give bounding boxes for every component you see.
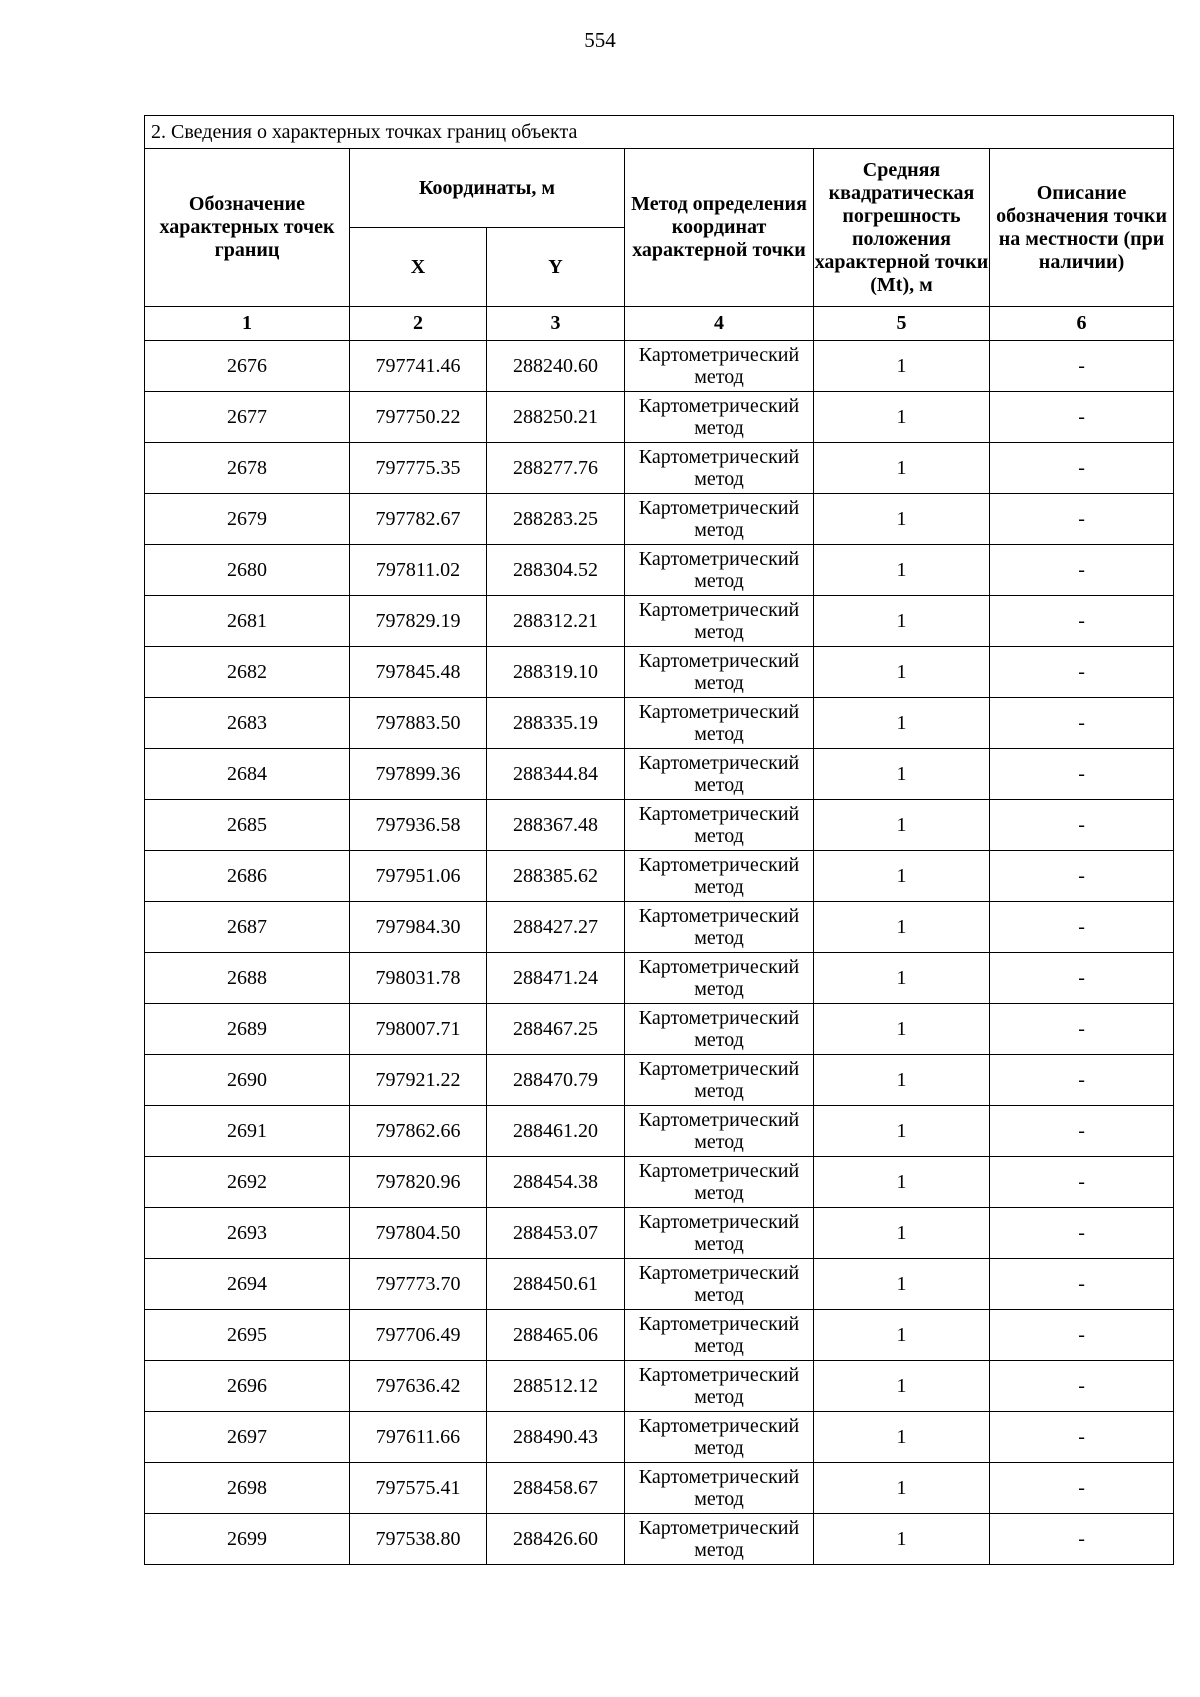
cell-y: 288312.21 xyxy=(487,596,625,647)
cell-x: 797936.58 xyxy=(350,800,487,851)
page-number: 554 xyxy=(584,28,616,52)
cell-point: 2676 xyxy=(145,341,350,392)
cell-method: Картометрический метод xyxy=(625,953,814,1004)
column-number: 5 xyxy=(814,307,990,341)
table-row xyxy=(145,698,1174,749)
cell-method: Картометрический метод xyxy=(625,851,814,902)
cell-y: 288319.10 xyxy=(487,647,625,698)
cell-point: 2687 xyxy=(145,902,350,953)
cell-description: - xyxy=(990,494,1174,545)
cell-x: 797984.30 xyxy=(350,902,487,953)
cell-mt: 1 xyxy=(814,1157,990,1208)
cell-description: - xyxy=(990,1106,1174,1157)
cell-method: Картометрический метод xyxy=(625,494,814,545)
table-row xyxy=(145,392,1174,443)
cell-description: - xyxy=(990,1055,1174,1106)
cell-y: 288461.20 xyxy=(487,1106,625,1157)
cell-mt: 1 xyxy=(814,392,990,443)
cell-point: 2683 xyxy=(145,698,350,749)
cell-point: 2693 xyxy=(145,1208,350,1259)
cell-x: 797706.49 xyxy=(350,1310,487,1361)
cell-x: 797951.06 xyxy=(350,851,487,902)
cell-point: 2680 xyxy=(145,545,350,596)
cell-description: - xyxy=(990,1412,1174,1463)
cell-description: - xyxy=(990,851,1174,902)
table-row xyxy=(145,1259,1174,1310)
section-title: 2. Сведения о характерных точках границ объекта xyxy=(145,116,1174,149)
cell-x: 797921.22 xyxy=(350,1055,487,1106)
cell-mt: 1 xyxy=(814,1310,990,1361)
cell-method: Картометрический метод xyxy=(625,1259,814,1310)
cell-method: Картометрический метод xyxy=(625,1208,814,1259)
cell-point: 2677 xyxy=(145,392,350,443)
cell-method: Картометрический метод xyxy=(625,341,814,392)
cell-y: 288426.60 xyxy=(487,1514,625,1565)
cell-x: 797782.67 xyxy=(350,494,487,545)
cell-method: Картометрический метод xyxy=(625,1361,814,1412)
cell-description: - xyxy=(990,1004,1174,1055)
cell-description: - xyxy=(990,545,1174,596)
cell-mt: 1 xyxy=(814,698,990,749)
cell-x: 797775.35 xyxy=(350,443,487,494)
boundary-points-table xyxy=(144,115,1174,1565)
table-row xyxy=(145,647,1174,698)
cell-point: 2682 xyxy=(145,647,350,698)
cell-method: Картометрический метод xyxy=(625,1412,814,1463)
cell-point: 2694 xyxy=(145,1259,350,1310)
table-row xyxy=(145,851,1174,902)
cell-y: 288304.52 xyxy=(487,545,625,596)
cell-x: 797773.70 xyxy=(350,1259,487,1310)
cell-method: Картометрический метод xyxy=(625,1106,814,1157)
cell-mt: 1 xyxy=(814,494,990,545)
cell-point: 2689 xyxy=(145,1004,350,1055)
cell-x: 797804.50 xyxy=(350,1208,487,1259)
cell-x: 797636.42 xyxy=(350,1361,487,1412)
cell-mt: 1 xyxy=(814,1514,990,1565)
column-numbers-row xyxy=(145,307,1174,341)
cell-y: 288450.61 xyxy=(487,1259,625,1310)
header-x: X xyxy=(350,228,487,307)
cell-y: 288283.25 xyxy=(487,494,625,545)
cell-method: Картометрический метод xyxy=(625,1004,814,1055)
header-description: Описание обозначения точки на местности (при наличии) xyxy=(990,149,1174,307)
table-row xyxy=(145,800,1174,851)
cell-x: 797538.80 xyxy=(350,1514,487,1565)
cell-x: 797820.96 xyxy=(350,1157,487,1208)
table-row xyxy=(145,545,1174,596)
cell-point: 2692 xyxy=(145,1157,350,1208)
cell-method: Картометрический метод xyxy=(625,1463,814,1514)
cell-mt: 1 xyxy=(814,749,990,800)
cell-description: - xyxy=(990,1208,1174,1259)
column-number: 1 xyxy=(145,307,350,341)
cell-x: 797750.22 xyxy=(350,392,487,443)
table-row xyxy=(145,1463,1174,1514)
cell-description: - xyxy=(990,341,1174,392)
cell-description: - xyxy=(990,1157,1174,1208)
cell-y: 288250.21 xyxy=(487,392,625,443)
cell-method: Картометрический метод xyxy=(625,443,814,494)
table-row xyxy=(145,443,1174,494)
cell-x: 797611.66 xyxy=(350,1412,487,1463)
cell-method: Картометрический метод xyxy=(625,1055,814,1106)
header-method: Метод определения координат характерной точки xyxy=(625,149,814,307)
cell-y: 288467.25 xyxy=(487,1004,625,1055)
cell-description: - xyxy=(990,1514,1174,1565)
table-row xyxy=(145,1412,1174,1463)
cell-point: 2699 xyxy=(145,1514,350,1565)
cell-y: 288470.79 xyxy=(487,1055,625,1106)
column-number: 2 xyxy=(350,307,487,341)
cell-y: 288490.43 xyxy=(487,1412,625,1463)
cell-y: 288385.62 xyxy=(487,851,625,902)
cell-x: 798007.71 xyxy=(350,1004,487,1055)
cell-method: Картометрический метод xyxy=(625,749,814,800)
cell-method: Картометрический метод xyxy=(625,902,814,953)
cell-mt: 1 xyxy=(814,647,990,698)
cell-point: 2688 xyxy=(145,953,350,1004)
cell-x: 797862.66 xyxy=(350,1106,487,1157)
cell-mt: 1 xyxy=(814,1361,990,1412)
cell-point: 2695 xyxy=(145,1310,350,1361)
header-coordinates: Координаты, м xyxy=(350,149,625,228)
cell-method: Картометрический метод xyxy=(625,596,814,647)
cell-mt: 1 xyxy=(814,596,990,647)
cell-y: 288453.07 xyxy=(487,1208,625,1259)
cell-method: Картометрический метод xyxy=(625,1310,814,1361)
cell-description: - xyxy=(990,902,1174,953)
cell-method: Картометрический метод xyxy=(625,1157,814,1208)
cell-mt: 1 xyxy=(814,1106,990,1157)
cell-mt: 1 xyxy=(814,341,990,392)
cell-point: 2685 xyxy=(145,800,350,851)
cell-y: 288454.38 xyxy=(487,1157,625,1208)
header-y: Y xyxy=(487,228,625,307)
cell-mt: 1 xyxy=(814,902,990,953)
cell-y: 288344.84 xyxy=(487,749,625,800)
cell-y: 288427.27 xyxy=(487,902,625,953)
cell-x: 797883.50 xyxy=(350,698,487,749)
cell-description: - xyxy=(990,596,1174,647)
cell-point: 2698 xyxy=(145,1463,350,1514)
cell-point: 2686 xyxy=(145,851,350,902)
cell-mt: 1 xyxy=(814,1004,990,1055)
cell-y: 288458.67 xyxy=(487,1463,625,1514)
table-row xyxy=(145,1208,1174,1259)
cell-method: Картометрический метод xyxy=(625,698,814,749)
cell-mt: 1 xyxy=(814,1259,990,1310)
table-row xyxy=(145,1157,1174,1208)
cell-description: - xyxy=(990,698,1174,749)
column-number: 3 xyxy=(487,307,625,341)
cell-method: Картометрический метод xyxy=(625,392,814,443)
table-row xyxy=(145,1055,1174,1106)
cell-description: - xyxy=(990,392,1174,443)
cell-y: 288277.76 xyxy=(487,443,625,494)
cell-mt: 1 xyxy=(814,953,990,1004)
cell-mt: 1 xyxy=(814,1463,990,1514)
cell-x: 798031.78 xyxy=(350,953,487,1004)
cell-description: - xyxy=(990,1259,1174,1310)
table-row xyxy=(145,596,1174,647)
cell-description: - xyxy=(990,1463,1174,1514)
cell-mt: 1 xyxy=(814,1412,990,1463)
cell-description: - xyxy=(990,647,1174,698)
cell-y: 288240.60 xyxy=(487,341,625,392)
table-row xyxy=(145,1106,1174,1157)
cell-mt: 1 xyxy=(814,800,990,851)
cell-x: 797811.02 xyxy=(350,545,487,596)
cell-x: 797741.46 xyxy=(350,341,487,392)
cell-point: 2679 xyxy=(145,494,350,545)
cell-y: 288512.12 xyxy=(487,1361,625,1412)
cell-mt: 1 xyxy=(814,1055,990,1106)
cell-point: 2691 xyxy=(145,1106,350,1157)
cell-method: Картометрический метод xyxy=(625,545,814,596)
cell-x: 797845.48 xyxy=(350,647,487,698)
cell-mt: 1 xyxy=(814,851,990,902)
cell-description: - xyxy=(990,749,1174,800)
table-row xyxy=(145,1004,1174,1055)
table-row xyxy=(145,902,1174,953)
cell-mt: 1 xyxy=(814,1208,990,1259)
table-row xyxy=(145,953,1174,1004)
cell-point: 2690 xyxy=(145,1055,350,1106)
cell-description: - xyxy=(990,1361,1174,1412)
table-row xyxy=(145,341,1174,392)
header-designation: Обозначение характерных точек границ xyxy=(145,149,350,307)
column-number: 4 xyxy=(625,307,814,341)
cell-point: 2696 xyxy=(145,1361,350,1412)
cell-y: 288335.19 xyxy=(487,698,625,749)
table-body xyxy=(145,341,1174,1565)
table-row xyxy=(145,494,1174,545)
table-row xyxy=(145,749,1174,800)
cell-description: - xyxy=(990,800,1174,851)
cell-point: 2697 xyxy=(145,1412,350,1463)
table-row xyxy=(145,1361,1174,1412)
cell-method: Картометрический метод xyxy=(625,800,814,851)
cell-method: Картометрический метод xyxy=(625,1514,814,1565)
cell-x: 797829.19 xyxy=(350,596,487,647)
column-number: 6 xyxy=(990,307,1174,341)
header-error: Средняя квадратическая погрешность положения характерной точки (Mt), м xyxy=(814,149,990,307)
cell-point: 2684 xyxy=(145,749,350,800)
cell-y: 288465.06 xyxy=(487,1310,625,1361)
cell-mt: 1 xyxy=(814,443,990,494)
cell-x: 797575.41 xyxy=(350,1463,487,1514)
cell-description: - xyxy=(990,1310,1174,1361)
cell-point: 2678 xyxy=(145,443,350,494)
table-row xyxy=(145,1514,1174,1565)
cell-y: 288471.24 xyxy=(487,953,625,1004)
cell-x: 797899.36 xyxy=(350,749,487,800)
cell-method: Картометрический метод xyxy=(625,647,814,698)
cell-mt: 1 xyxy=(814,545,990,596)
cell-description: - xyxy=(990,953,1174,1004)
cell-description: - xyxy=(990,443,1174,494)
table-row xyxy=(145,1310,1174,1361)
cell-point: 2681 xyxy=(145,596,350,647)
cell-y: 288367.48 xyxy=(487,800,625,851)
